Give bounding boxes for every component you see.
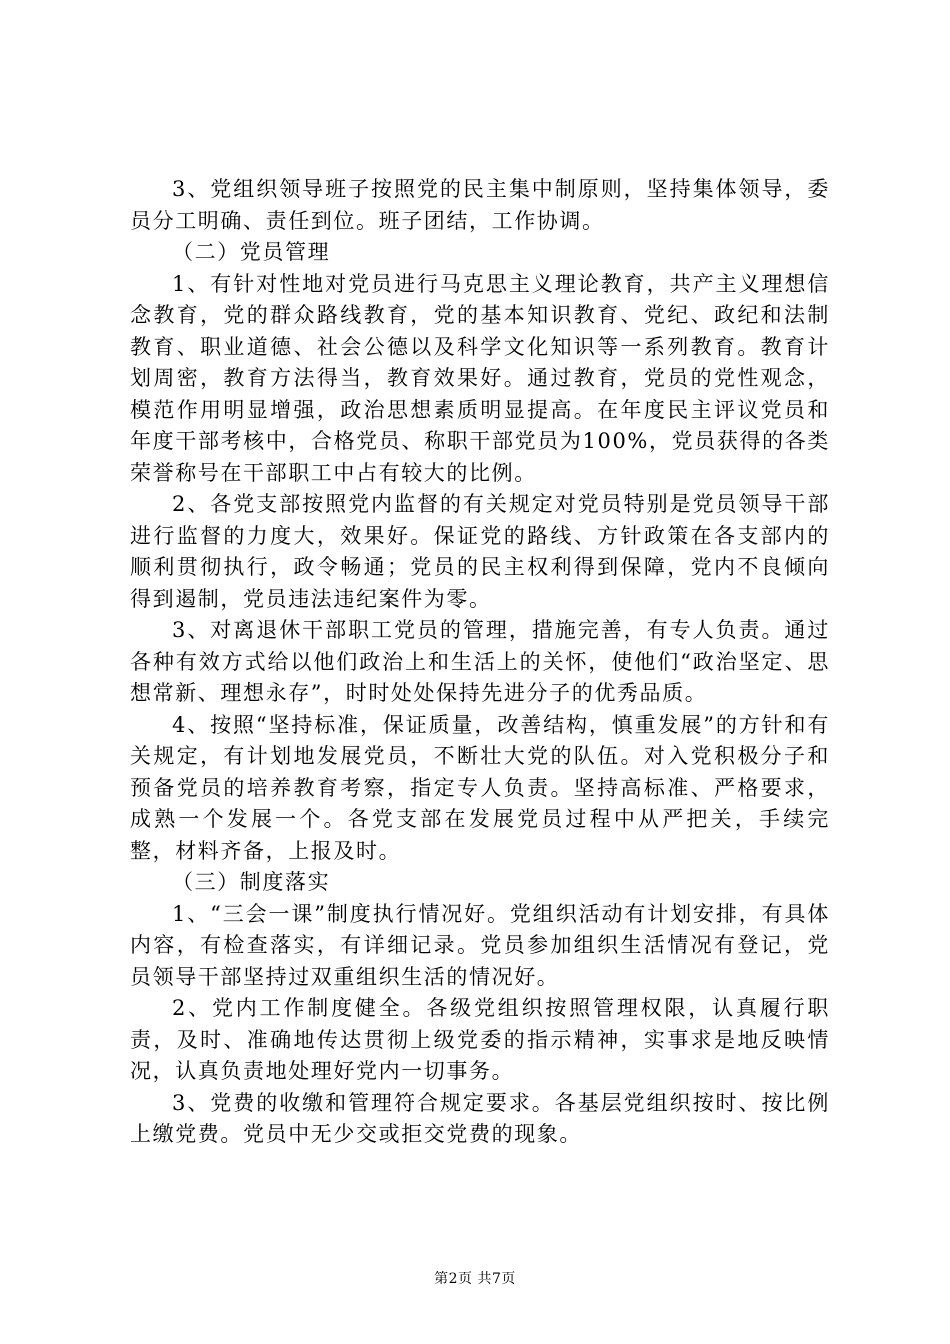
paragraph-leadership: 3、党组织领导班子按照党的民主集中制原则，坚持集体领导，委员分工明确、责任到位。班子团结，工作协调。 <box>130 177 830 233</box>
paragraph-member-supervision: 2、各党支部按照党内监督的有关规定对党员特别是党员领导干部进行监督的力度大，效果好。保证党的路线、方针政策在各支部内的顺利贯彻执行，政令畅通；党员的民主权利得到保障，党内不良倾向得到遏制，党员违法违纪案件为零。 <box>130 492 830 611</box>
section-heading-system-implementation: （三）制度落实 <box>172 870 331 894</box>
section-heading-member-management: （二）党员管理 <box>172 240 331 264</box>
page-number-footer: 第2页 共7页 <box>434 1271 516 1287</box>
paragraph-work-system: 2、党内工作制度健全。各级党组织按照管理权限，认真履行职责，及时、准确地传达贯彻上级党委的指示精神，实事求是地反映情况，认真负责地处理好党内一切事务。 <box>130 996 830 1083</box>
document-body <box>130 174 830 1151</box>
paragraph-member-education: 1、有针对性地对党员进行马克思主义理论教育，共产主义理想信念教育，党的群众路线教育，党的基本知识教育、党纪、政纪和法制教育、职业道德、社会公德以及科学文化知识等一系列教育。教育计划周密，教育方法得当，教育效果好。通过教育，党员的党性观念，模范作用明显增强，政治思想素质明显提高。在年度民主评议党员和年度干部考核中，合格党员、称职干部党员为100%，党员获得的各类荣誉称号在干部职工中占有较大的比例。 <box>130 271 830 485</box>
paragraph-three-meetings: 1、“三会一课”制度执行情况好。党组织活动有计划安排，有具体内容，有检查落实，有详细记录。党员参加组织生活情况有登记，党员领导干部坚持过双重组织生活的情况好。 <box>130 901 830 989</box>
paragraph-retired-members: 3、对离退休干部职工党员的管理，措施完善，有专人负责。通过各种有效方式给以他们政治上和生活上的关怀，使他们“政治坚定、思想常新、理想永存”，时时处处保持先进分子的优秀品质。 <box>130 618 830 705</box>
paragraph-party-dues: 3、党费的收缴和管理符合规定要求。各基层党组织按时、按比例上缴党费。党员中无少交或拒交党费的现象。 <box>130 1090 830 1146</box>
paragraph-member-development: 4、按照“坚持标准，保证质量，改善结构，慎重发展”的方针和有关规定，有计划地发展党员，不断壮大党的队伍。对入党积极分子和预备党员的培养教育考察，指定专人负责。坚持高标准、严格要求，成熟一个发展一个。各党支部在发展党员过程中从严把关，手续完整，材料齐备，上报及时。 <box>130 712 830 863</box>
